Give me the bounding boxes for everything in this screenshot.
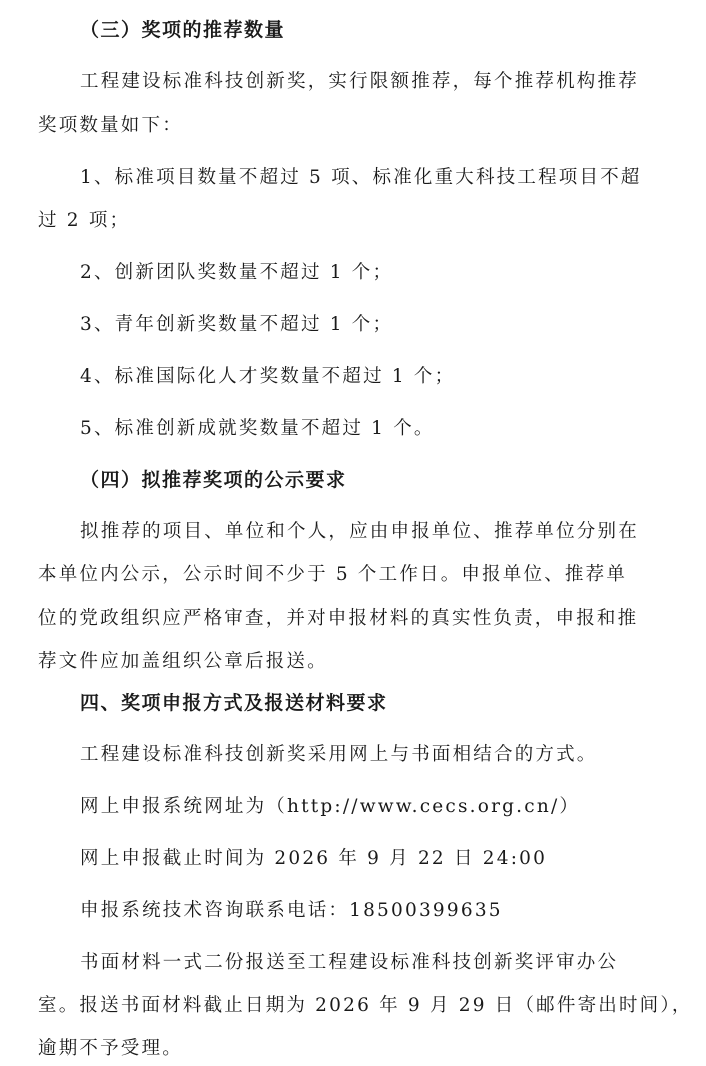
list-item-4: 4、标准国际化人才奖数量不超过 1 个； [80, 366, 456, 387]
list-item-1-line-1: 1、标准项目数量不超过 5 项、标准化重大科技工程项目不超 [80, 167, 642, 188]
submission-website: 网上申报系统网址为（http://www.cecs.org.cn/） [80, 796, 581, 817]
publicity-line-4: 荐文件应加盖组织公章后报送。 [38, 651, 328, 672]
submission-deadline: 网上申报截止时间为 2026 年 9 月 22 日 24:00 [80, 848, 548, 869]
list-item-1-line-2: 过 2 项； [38, 210, 131, 231]
paper-line-3: 逾期不予受理。 [38, 1038, 183, 1059]
publicity-line-1: 拟推荐的项目、单位和个人，应由申报单位、推荐单位分别在 [80, 521, 639, 542]
paper-line-2: 室。报送书面材料截止日期为 2026 年 9 月 29 日（邮件寄出时间）， [38, 995, 693, 1016]
list-item-2: 2、创新团队奖数量不超过 1 个； [80, 262, 394, 283]
publicity-line-2: 本单位内公示，公示时间不少于 5 个工作日。申报单位、推荐单 [38, 564, 628, 585]
submission-hotline: 申报系统技术咨询联系电话：18500399635 [80, 900, 503, 921]
heading-recommend-count: （三）奖项的推荐数量 [80, 19, 286, 41]
submission-method: 工程建设标准科技创新奖采用网上与书面相结合的方式。 [80, 744, 598, 765]
paragraph-intro-line-2: 奖项数量如下： [38, 115, 183, 136]
publicity-line-3: 位的党政组织应严格审查，并对申报材料的真实性负责，申报和推 [38, 608, 639, 629]
heading-publicity: （四）拟推荐奖项的公示要求 [80, 469, 347, 491]
list-item-3: 3、青年创新奖数量不超过 1 个； [80, 314, 394, 335]
paragraph-intro-line-1: 工程建设标准科技创新奖，实行限额推荐，每个推荐机构推荐 [80, 71, 639, 92]
list-item-5: 5、标准创新成就奖数量不超过 1 个。 [80, 418, 435, 439]
paper-line-1: 书面材料一式二份报送至工程建设标准科技创新奖评审办公 [80, 952, 619, 973]
heading-submission: 四、奖项申报方式及报送材料要求 [80, 692, 388, 714]
